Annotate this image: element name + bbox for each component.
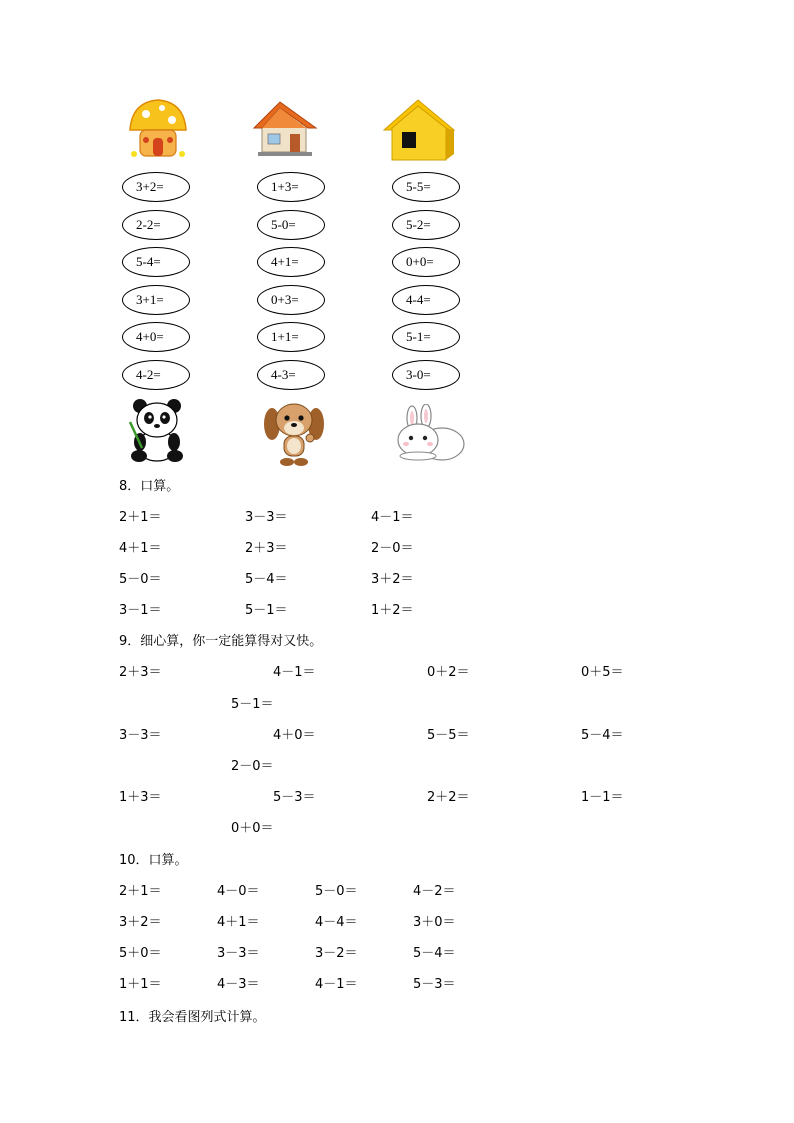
panda-picture	[128, 398, 186, 464]
equation: 2＋1＝	[119, 884, 162, 899]
equation: 5＋0＝	[119, 946, 162, 961]
question-8-heading: 8．口算。	[119, 479, 180, 494]
equation-oval: 4-2=	[122, 360, 190, 390]
yellow-house-picture	[382, 98, 456, 162]
equation-oval: 3+2=	[122, 172, 190, 202]
puppy-picture	[262, 400, 326, 468]
equation: 3－3＝	[245, 510, 288, 525]
equation: 3－3＝	[119, 728, 162, 743]
equation-oval: 5-5=	[392, 172, 460, 202]
equation: 5－4＝	[413, 946, 456, 961]
equation: 0＋2＝	[427, 665, 470, 680]
equation-oval: 1+3=	[257, 172, 325, 202]
rabbit-picture	[392, 404, 468, 464]
equation-oval: 2-2=	[122, 210, 190, 240]
equation-oval: 0+0=	[392, 247, 460, 277]
equation-oval: 4+1=	[257, 247, 325, 277]
equation: 3＋2＝	[119, 915, 162, 930]
equation: 5－1＝	[231, 697, 274, 712]
equation: 2＋2＝	[427, 790, 470, 805]
equation: 4－1＝	[273, 665, 316, 680]
question-11-heading: 11．我会看图列式计算。	[119, 1010, 266, 1025]
equation: 5－4＝	[245, 572, 288, 587]
question-9-heading: 9．细心算，你一定能算得对又快。	[119, 634, 323, 649]
equation: 3－3＝	[217, 946, 260, 961]
equation: 3＋0＝	[413, 915, 456, 930]
question-10-heading: 10．口算。	[119, 853, 188, 868]
equation: 4＋1＝	[119, 541, 162, 556]
equation: 4－1＝	[315, 977, 358, 992]
equation: 1＋3＝	[119, 790, 162, 805]
equation: 4－3＝	[217, 977, 260, 992]
equation: 2＋1＝	[119, 510, 162, 525]
equation-oval: 5-2=	[392, 210, 460, 240]
equation: 4－2＝	[413, 884, 456, 899]
orange-roof-house-picture	[250, 98, 320, 158]
equation: 2＋3＝	[119, 665, 162, 680]
equation-oval: 5-4=	[122, 247, 190, 277]
equation: 1－1＝	[581, 790, 624, 805]
equation: 5－0＝	[315, 884, 358, 899]
equation: 4＋1＝	[217, 915, 260, 930]
equation: 4－4＝	[315, 915, 358, 930]
equation: 5－4＝	[581, 728, 624, 743]
equation: 5－0＝	[119, 572, 162, 587]
equation: 4－0＝	[217, 884, 260, 899]
equation: 3－2＝	[315, 946, 358, 961]
equation: 5－3＝	[413, 977, 456, 992]
equation: 5－1＝	[245, 603, 288, 618]
equation-oval: 4-3=	[257, 360, 325, 390]
equation: 2＋3＝	[245, 541, 288, 556]
equation: 4＋0＝	[273, 728, 316, 743]
equation: 3－1＝	[119, 603, 162, 618]
equation-oval: 3-0=	[392, 360, 460, 390]
equation: 2－0＝	[371, 541, 414, 556]
equation-oval: 3+1=	[122, 285, 190, 315]
equation: 2－0＝	[231, 759, 274, 774]
mushroom-house-picture	[126, 96, 190, 162]
equation-oval: 1+1=	[257, 322, 325, 352]
equation: 1＋2＝	[371, 603, 414, 618]
equation-oval: 4+0=	[122, 322, 190, 352]
equation: 3＋2＝	[371, 572, 414, 587]
equation: 1＋1＝	[119, 977, 162, 992]
equation: 4－1＝	[371, 510, 414, 525]
equation-oval: 5-0=	[257, 210, 325, 240]
equation-oval: 4-4=	[392, 285, 460, 315]
equation: 0＋5＝	[581, 665, 624, 680]
equation: 5－5＝	[427, 728, 470, 743]
equation-oval: 5-1=	[392, 322, 460, 352]
equation: 0＋0＝	[231, 821, 274, 836]
equation: 5－3＝	[273, 790, 316, 805]
equation-oval: 0+3=	[257, 285, 325, 315]
